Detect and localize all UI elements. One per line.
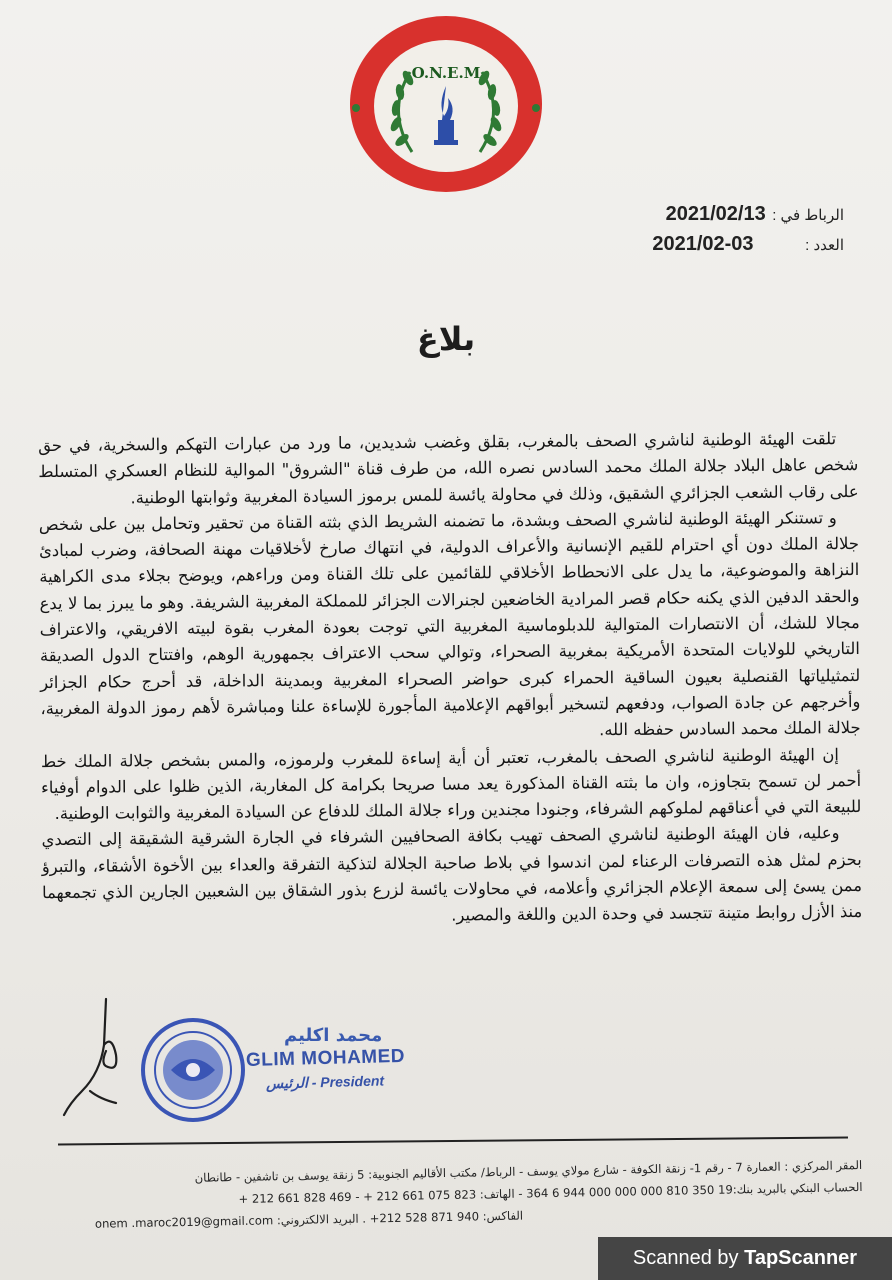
signatory-name-en: GLIM MOHAMED bbox=[245, 1045, 406, 1071]
footer-divider bbox=[58, 1137, 848, 1146]
logo-emblem-icon bbox=[346, 12, 546, 196]
communique-body bbox=[38, 426, 862, 933]
logo-acronym: O.N.E.M bbox=[411, 64, 481, 82]
date-label: الرباط في : bbox=[772, 207, 844, 224]
footer-bank: الحساب البنكي بالبريد بنك:19 350 810 000 000 000 944 6 364 - الهاتف: 823 075 661 212 + - 469 828 661 212 + bbox=[238, 1179, 863, 1206]
body-paragraph-4: وعليه، فان الهيئة الوطنية لناشري الصحف تهيب بكافة الصحافيين الشرفاء في الجارة الشرقية الشقيقة إلى التصدي بحزم لمثل هذه التصرفات الرعناء لمن اندسوا في بلاط صاحبة الجلالة لتذكية التفرقة والعداء بين الأخوة الأشقاء، والتبرؤ ممن يسئ إلى سمعة الإعلام الجزائري وأعلامه، في محاولات يائسة لزرع بذور الشقاق بين الشعبين الجارين الذي تجمعهما منذ الأزل روابط متينة تتجسد في وحدة الدين واللغة والمصير. bbox=[41, 823, 863, 925]
letterhead-footer bbox=[70, 1158, 863, 1239]
body-paragraph-3: إن الهيئة الوطنية لناشري الصحف بالمغرب، تعتبر أن أية إساءة للمغرب ولرموزه، والمس بشخص جلالة الملك خط أحمر لن تسمح بتجاوزه، وان ما بثته القناة المذكورة يعد مسا صريحا بكرامة كل المغاربة، الذين ظلوا على الدوام أوفياء للبيعة التي في أعناقهم لملوكهم الشرفاء، وجنودا مجندين وراء جلالة الملك للدفاع عن السيادة المغربية والثوابت الوطنية. bbox=[40, 744, 862, 824]
footer-fax-email: الفاكس: 940 871 528 212+ . البريد الالكتروني: onem .maroc2019@gmail.com bbox=[94, 1208, 524, 1231]
signatory-title: الرئيس - President bbox=[265, 1072, 385, 1092]
date-row bbox=[652, 203, 844, 233]
number-label: العدد : bbox=[805, 237, 844, 254]
date-value: 2021/02/13 bbox=[665, 203, 766, 225]
body-paragraph-1: تلقت الهيئة الوطنية لناشري الصحف بالمغرب، بقلق وغضب شديدين، ما ورد من عبارات التهكم والسخرية، في حق شخص عاهل البلاد جلالة الملك محمد السادس نصره الله، من طرف قناة "الشروق" الموالية للنظام العسكري المتسلط على رقاب الشعب الجزائري الشقيق، وذلك في محاولة يائسة للمس برموز السيادة المغربية وثوابتها الوطنية. bbox=[38, 429, 859, 507]
footer-address: المقر المركزي : العمارة 7 - رقم 1- زنقة الكوفة - شارع مولاي يوسف - الرباط/ مكتب الأقاليم الجنوبية: 5 زنقة يوسف بن تاشفين - طانطان bbox=[194, 1158, 863, 1185]
scanner-prefix: Scanned by bbox=[632, 1247, 739, 1269]
document-meta bbox=[652, 203, 844, 263]
signatory-name-ar: محمد اكليم bbox=[284, 1025, 383, 1046]
number-row bbox=[652, 233, 844, 263]
scanner-watermark bbox=[598, 1237, 892, 1280]
number-value: 2021/02-03 bbox=[652, 233, 754, 255]
communique-title: بلاغ bbox=[416, 320, 476, 358]
onem-logo bbox=[346, 12, 546, 196]
handwritten-signature bbox=[60, 995, 130, 1123]
scanner-brand: TapScanner bbox=[744, 1247, 858, 1269]
official-stamp-icon bbox=[141, 1018, 245, 1122]
body-paragraph-2: و تستنكر الهيئة الوطنية لناشري الصحف وبشدة، ما تضمنه الشريط الذي بثته القناة من تحقير وتحامل بين على شخص جلالة الملك دون أي احترام للقيم الإنسانية والأعراف الدولية، في انتهاك صارخ لأخلاقيات مهنة الصحافة، وضرب لمبادئ النزاهة والموضوعية، ما يدل على الانحطاط الأخلاقي للقائمين على تلك القناة ومن وراءهم، ويوضح بجلاء مدى الكراهية والحقد الدفين الذي يكنه حكام قصر المرادية الخاضعين لجنرالات الجزائر للمملكة المغربية الشريفة. وهو ما يبرز بما لا يدع مجالا للشك، أن الانتصارات المتوالية للدبلوماسية المغربية التي توجت بعودة المغرب بقوة لبيته الافريقي، والاعتراف التاريخي للولايات المتحدة الأمريكية بمغربية الصحراء، وتوالي سحب الاعتراف بجمهورية الوهم، وافتتاح الدول الصديقة لتمثيلياتها القنصلية بعيون الساقية الحمراء كبرى حواضر الصحراء المغربية وبمدينة الداخلة، قد أحرج حكام الجزائر وأخرجهم عن جادة الصواب، ودفعهم لتسخير أبواقهم الإعلامية المأجورة للإساءة علنا ومباشرة لأهم رموز الدولة المغربية، جلالة الملك محمد السادس حفظه الله. bbox=[38, 508, 861, 740]
